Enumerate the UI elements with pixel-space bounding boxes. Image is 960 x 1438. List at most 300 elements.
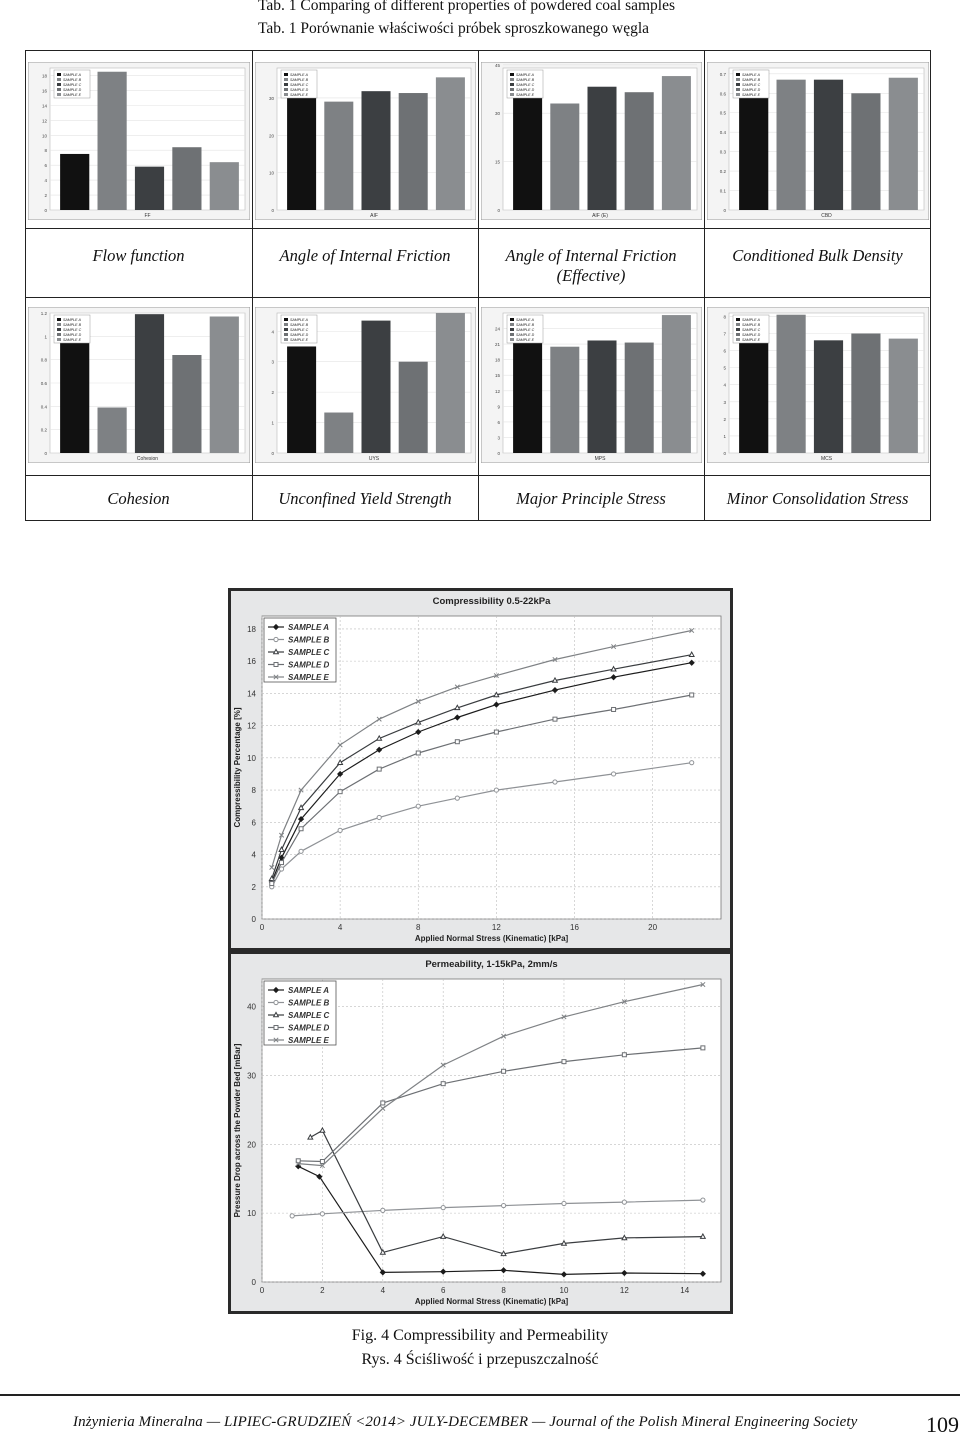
legend-label: SAMPLE C <box>288 648 330 657</box>
y-tick-label: 0 <box>251 915 256 924</box>
caption-conditioned-bulk-density: Conditioned Bulk Density <box>732 246 903 265</box>
y-tick-label: 8 <box>251 786 256 796</box>
y-tick-label: 0.4 <box>719 130 726 136</box>
legend-swatch <box>736 78 740 81</box>
y-tick-label: 9 <box>497 404 500 410</box>
y-tick-label: 6 <box>44 163 47 169</box>
y-tick-label: 4 <box>723 382 726 388</box>
legend-label: SAMPLE B <box>516 323 534 327</box>
y-tick-label: 0 <box>497 208 500 213</box>
point-marker <box>320 1212 324 1216</box>
bar-sample-e <box>889 339 918 453</box>
y-tick-label: 10 <box>247 753 256 763</box>
legend-label: SAMPLE A <box>290 73 308 77</box>
legend-label: SAMPLE D <box>290 88 309 92</box>
bar-sample-e <box>210 162 239 210</box>
y-tick-label: 6 <box>723 348 726 354</box>
legend-label: SAMPLE C <box>63 83 82 87</box>
y-tick-label: 0.6 <box>719 91 726 97</box>
point-marker <box>611 772 615 776</box>
point-marker <box>338 828 342 832</box>
y-tick-label: 1 <box>44 334 47 340</box>
legend-label: SAMPLE D <box>742 88 761 92</box>
point-marker <box>416 751 420 755</box>
point-marker <box>494 730 498 734</box>
x-tick-label: 12 <box>491 923 501 932</box>
footer-journal: Inżynieria Mineralna — LIPIEC-GRUDZIEŃ <2014> JULY-DECEMBER — Journal of the Polish Mineral Engineering Society <box>73 1414 858 1430</box>
point-marker <box>377 767 381 771</box>
caption-flow-function: Flow function <box>92 246 185 265</box>
footer-rule <box>0 1394 960 1396</box>
y-tick-label: 30 <box>494 111 500 117</box>
caption-minor-consolidation-stress: Minor Consolidation Stress <box>726 489 909 508</box>
y-tick-label: 10 <box>268 170 274 176</box>
y-tick-label: 4 <box>271 329 274 335</box>
bar-sample-a <box>513 84 542 210</box>
legend-label: SAMPLE C <box>63 328 82 332</box>
y-tick-label: 3 <box>271 359 274 365</box>
legend-label: SAMPLE E <box>288 673 329 682</box>
point-marker <box>299 849 303 853</box>
legend-swatch <box>736 93 740 96</box>
bar-sample-b <box>98 72 127 210</box>
y-tick-label: 0.2 <box>719 169 726 175</box>
legend-label: SAMPLE E <box>742 338 760 342</box>
legend-label: SAMPLE E <box>63 93 81 97</box>
legend-label: SAMPLE A <box>288 623 330 632</box>
bar-sample-c <box>135 167 164 210</box>
point-marker <box>553 780 557 784</box>
x-axis-label: MPS <box>594 456 606 462</box>
bar-chart-3 <box>481 62 702 220</box>
y-tick-label: 18 <box>494 357 500 363</box>
point-marker <box>274 663 278 667</box>
legend-swatch <box>510 323 514 326</box>
bar-sample-b <box>777 315 806 453</box>
legend-swatch <box>284 93 288 96</box>
y-tick-label: 16 <box>41 88 47 94</box>
legend-swatch <box>510 333 514 336</box>
bar-chart-2 <box>255 62 476 220</box>
point-marker <box>441 1082 445 1086</box>
caption-angle-internal-friction: Angle of Internal Friction <box>279 246 451 265</box>
legend-swatch <box>284 88 288 91</box>
y-tick-label: 0.1 <box>719 188 726 194</box>
y-tick-label: 20 <box>268 133 274 139</box>
y-tick-label: 1 <box>271 420 274 426</box>
bar-sample-b <box>324 413 353 453</box>
chart-title: Permeability, 1-15kPa, 2mm/s <box>425 959 558 970</box>
point-marker <box>290 1214 294 1218</box>
y-tick-label: 10 <box>41 133 47 139</box>
point-marker <box>270 882 274 886</box>
legend-label: SAMPLE B <box>742 323 760 327</box>
point-marker <box>455 740 459 744</box>
legend-label: SAMPLE D <box>288 660 330 670</box>
bar-sample-b <box>324 102 353 210</box>
bar-sample-a <box>739 340 768 453</box>
y-tick-label: 3 <box>497 435 500 441</box>
y-tick-label: 1 <box>723 433 726 439</box>
x-axis-label: AIF <box>370 213 378 219</box>
x-tick-label: 12 <box>619 1286 629 1295</box>
point-marker <box>553 717 557 721</box>
bar-sample-a <box>60 342 89 453</box>
legend-label: SAMPLE B <box>516 78 534 82</box>
legend-label: SAMPLE E <box>290 93 308 97</box>
chart-legend <box>507 70 543 98</box>
legend-swatch <box>284 73 288 76</box>
legend-swatch <box>57 78 61 81</box>
chart-legend <box>281 70 317 98</box>
legend-label: SAMPLE E <box>516 338 534 342</box>
caption-unconfined-yield-strength: Unconfined Yield Strength <box>278 489 452 508</box>
legend-swatch <box>736 83 740 86</box>
x-axis-label: CBD <box>821 213 832 219</box>
bar-sample-c <box>814 80 843 210</box>
bar-sample-c <box>587 340 616 453</box>
point-marker <box>455 796 459 800</box>
legend-swatch <box>510 88 514 91</box>
y-tick-label: 0 <box>251 1278 256 1287</box>
point-marker <box>701 1198 705 1202</box>
x-tick-label: 16 <box>570 923 579 932</box>
legend-label: SAMPLE E <box>288 1036 329 1045</box>
point-marker <box>279 867 283 871</box>
x-axis-label: FF <box>144 213 151 219</box>
bar-chart-4 <box>707 62 929 220</box>
y-tick-label: 2 <box>271 390 274 396</box>
legend-swatch <box>57 83 61 86</box>
x-axis-label: MCS <box>820 456 833 462</box>
y-tick-label: 10 <box>247 1209 256 1219</box>
legend-label: SAMPLE B <box>288 998 330 1008</box>
legend-swatch <box>284 333 288 336</box>
legend-label: SAMPLE A <box>288 986 330 995</box>
point-marker <box>441 1206 445 1210</box>
legend-label: SAMPLE D <box>63 88 82 92</box>
y-tick-label: 30 <box>268 95 274 101</box>
legend-swatch <box>736 323 740 326</box>
legend-label: SAMPLE A <box>516 318 534 322</box>
x-tick-label: 2 <box>320 1286 325 1295</box>
x-axis-label: AIF (E) <box>592 213 608 219</box>
y-tick-label: 0 <box>723 451 726 456</box>
x-tick-label: 8 <box>416 923 421 932</box>
bar-sample-d <box>172 147 201 210</box>
x-tick-label: 14 <box>680 1286 690 1295</box>
point-marker <box>502 1069 506 1073</box>
bar-sample-b <box>550 347 579 453</box>
y-tick-label: 6 <box>497 419 500 425</box>
y-tick-label: 0.2 <box>40 427 47 433</box>
legend-swatch <box>284 328 288 331</box>
point-marker <box>381 1101 385 1105</box>
legend-swatch <box>57 328 61 331</box>
y-tick-label: 20 <box>247 1140 256 1150</box>
caption-angle-internal-friction-effective: Angle of Internal Friction (Effective) <box>505 246 677 285</box>
legend-swatch <box>57 73 61 76</box>
point-marker <box>377 815 381 819</box>
legend-swatch <box>736 328 740 331</box>
point-marker <box>338 790 342 794</box>
y-tick-label: 0.7 <box>719 71 726 77</box>
legend-swatch <box>57 338 61 341</box>
chart-legend <box>264 618 336 682</box>
legend-swatch <box>510 93 514 96</box>
y-tick-label: 15 <box>494 159 500 165</box>
table-title-pl: Tab. 1 Porównanie właściwości próbek sproszkowanego węgla <box>258 20 650 37</box>
point-marker <box>612 707 616 711</box>
bar-sample-c <box>814 340 843 453</box>
y-tick-label: 24 <box>494 326 500 332</box>
x-tick-label: 0 <box>259 1286 265 1295</box>
y-tick-label: 0 <box>271 208 274 213</box>
bar-sample-d <box>625 92 654 210</box>
point-marker <box>274 1026 278 1030</box>
y-tick-label: 0 <box>271 451 274 456</box>
legend-swatch <box>284 323 288 326</box>
bar-chart-6 <box>255 307 476 463</box>
legend-swatch <box>736 88 740 91</box>
chart-title: Compressibility 0.5-22kPa <box>432 596 551 607</box>
y-tick-label: 5 <box>723 365 726 371</box>
point-marker <box>280 861 284 865</box>
point-marker <box>416 804 420 808</box>
y-tick-label: 4 <box>251 850 256 860</box>
y-tick-label: 0.8 <box>40 357 47 363</box>
point-marker <box>622 1053 626 1057</box>
legend-swatch <box>736 318 740 321</box>
legend-label: SAMPLE E <box>63 338 81 342</box>
permeability-chart <box>228 951 733 1314</box>
legend-swatch <box>736 73 740 76</box>
legend-label: SAMPLE B <box>63 78 81 82</box>
legend-label: SAMPLE B <box>290 78 308 82</box>
legend-label: SAMPLE C <box>288 1011 330 1020</box>
bar-sample-b <box>550 104 579 211</box>
bar-sample-a <box>287 346 316 453</box>
y-tick-label: 3 <box>723 399 726 405</box>
y-tick-label: 2 <box>723 416 726 422</box>
bar-sample-c <box>587 87 616 210</box>
y-tick-label: 0.4 <box>40 404 47 410</box>
figure-caption-pl: Rys. 4 Ściśliwość i przepuszczalność <box>361 1351 599 1368</box>
point-marker <box>701 1046 705 1050</box>
compressibility-chart <box>228 588 733 951</box>
legend-label: SAMPLE A <box>742 318 760 322</box>
bar-sample-d <box>399 362 428 453</box>
legend-label: SAMPLE C <box>742 83 761 87</box>
legend-label: SAMPLE C <box>516 83 535 87</box>
legend-label: SAMPLE A <box>63 318 81 322</box>
bar-chart-8 <box>707 307 929 463</box>
y-tick-label: 12 <box>247 721 256 731</box>
legend-swatch <box>57 323 61 326</box>
y-tick-label: 0 <box>44 208 47 213</box>
y-axis-label: Compressibility Percentage [%] <box>233 707 242 828</box>
y-tick-label: 2 <box>44 193 47 199</box>
bar-sample-e <box>436 313 465 453</box>
bar-sample-e <box>210 317 239 454</box>
point-marker <box>562 1060 566 1064</box>
y-tick-label: 8 <box>44 148 47 154</box>
legend-label: SAMPLE D <box>742 333 761 337</box>
point-marker <box>501 1203 505 1207</box>
chart-legend <box>281 315 317 343</box>
legend-swatch <box>510 83 514 86</box>
y-tick-label: 0 <box>723 208 726 213</box>
bar-sample-d <box>172 355 201 453</box>
x-tick-label: 8 <box>501 1286 506 1295</box>
legend-label: SAMPLE C <box>290 328 309 332</box>
y-tick-label: 0 <box>44 451 47 456</box>
legend-label: SAMPLE E <box>742 93 760 97</box>
x-axis-label: UYS <box>368 456 380 462</box>
point-marker <box>690 693 694 697</box>
legend-label: SAMPLE A <box>290 318 308 322</box>
legend-label: SAMPLE C <box>290 83 309 87</box>
y-tick-label: 7 <box>723 331 726 337</box>
legend-swatch <box>284 78 288 81</box>
legend-swatch <box>736 338 740 341</box>
bar-chart-1 <box>28 62 250 220</box>
chart-legend <box>54 315 90 343</box>
y-tick-label: 8 <box>723 314 726 320</box>
point-marker <box>562 1201 566 1205</box>
y-tick-label: 0.6 <box>40 381 47 386</box>
bar-sample-c <box>361 91 390 210</box>
y-tick-label: 0.3 <box>719 149 726 155</box>
legend-label: SAMPLE C <box>742 328 761 332</box>
chart-legend <box>264 981 336 1045</box>
legend-label: SAMPLE A <box>516 73 534 77</box>
legend-label: SAMPLE B <box>288 635 330 645</box>
bar-sample-e <box>889 78 918 210</box>
y-tick-label: 21 <box>494 342 500 348</box>
y-tick-label: 0 <box>497 451 500 456</box>
x-tick-label: 4 <box>380 1286 386 1295</box>
x-axis-label: Applied Normal Stress (Kinematic) [kPa] <box>414 1297 569 1306</box>
x-tick-label: 6 <box>440 1286 446 1295</box>
legend-swatch <box>510 78 514 81</box>
legend-label: SAMPLE C <box>516 328 535 332</box>
y-tick-label: 18 <box>247 624 256 634</box>
legend-swatch <box>57 333 61 336</box>
y-axis-label: Pressure Drop across the Powder Bed [mBar] <box>233 1043 242 1218</box>
chart-legend <box>733 70 769 98</box>
y-tick-label: 45 <box>494 62 500 68</box>
bar-sample-d <box>851 93 880 210</box>
y-tick-label: 14 <box>247 689 256 699</box>
table-title-en: Tab. 1 Comparing of different properties of powdered coal samples <box>258 0 676 14</box>
x-tick-label: 0 <box>259 923 265 932</box>
y-tick-label: 1.2 <box>40 311 47 316</box>
point-marker <box>381 1208 385 1212</box>
legend-swatch <box>57 88 61 91</box>
bar-sample-e <box>662 315 691 453</box>
bar-sample-d <box>625 343 654 453</box>
caption-major-principle-stress: Major Principle Stress <box>516 489 666 508</box>
y-tick-label: 18 <box>41 73 47 79</box>
x-tick-label: 20 <box>648 923 658 932</box>
chart-legend <box>733 315 769 343</box>
legend-swatch <box>57 318 61 321</box>
bar-sample-c <box>361 321 390 453</box>
x-axis-label: Cohesion <box>136 456 159 462</box>
chart-legend <box>54 70 90 98</box>
y-tick-label: 12 <box>41 118 47 124</box>
x-tick-label: 4 <box>337 923 343 932</box>
legend-swatch <box>284 338 288 341</box>
bar-sample-a <box>287 87 316 210</box>
y-tick-label: 14 <box>41 103 47 109</box>
legend-label: SAMPLE A <box>63 73 81 77</box>
point-marker <box>320 1159 324 1163</box>
legend-swatch <box>57 93 61 96</box>
legend-label: SAMPLE D <box>288 1023 330 1033</box>
bar-sample-b <box>98 408 127 454</box>
bar-sample-a <box>60 154 89 210</box>
bar-sample-d <box>399 93 428 210</box>
legend-swatch <box>510 338 514 341</box>
legend-label: SAMPLE E <box>290 338 308 342</box>
chart-legend <box>507 315 543 343</box>
point-marker <box>274 1000 278 1004</box>
y-tick-label: 30 <box>247 1071 256 1081</box>
point-marker <box>274 637 278 641</box>
bar-chart-5 <box>28 307 250 463</box>
legend-swatch <box>510 73 514 76</box>
legend-swatch <box>736 333 740 336</box>
y-tick-label: 15 <box>494 373 500 379</box>
y-tick-label: 0.5 <box>719 110 726 116</box>
point-marker <box>622 1200 626 1204</box>
legend-label: SAMPLE B <box>63 323 81 327</box>
bar-sample-b <box>777 80 806 210</box>
x-axis-label: Applied Normal Stress (Kinematic) [kPa] <box>414 934 569 943</box>
y-tick-label: 40 <box>247 1002 256 1012</box>
bar-sample-d <box>851 333 880 453</box>
page-number: 109 <box>926 1412 959 1437</box>
legend-label: SAMPLE B <box>742 78 760 82</box>
legend-label: SAMPLE D <box>516 333 535 337</box>
legend-swatch <box>510 328 514 331</box>
bar-sample-c <box>135 314 164 453</box>
bar-sample-e <box>436 77 465 210</box>
legend-label: SAMPLE D <box>290 333 309 337</box>
legend-label: SAMPLE E <box>516 93 534 97</box>
point-marker <box>299 827 303 831</box>
legend-swatch <box>284 83 288 86</box>
x-tick-label: 10 <box>559 1286 569 1295</box>
bar-sample-a <box>513 337 542 453</box>
figure-caption-en: Fig. 4 Compressibility and Permeability <box>351 1327 609 1344</box>
legend-label: SAMPLE D <box>63 333 82 337</box>
y-tick-label: 16 <box>247 657 256 667</box>
legend-label: SAMPLE B <box>290 323 308 327</box>
caption-cohesion: Cohesion <box>107 489 170 508</box>
legend-label: SAMPLE A <box>742 73 760 77</box>
point-marker <box>690 761 694 765</box>
legend-swatch <box>510 318 514 321</box>
y-tick-label: 2 <box>251 882 256 892</box>
y-tick-label: 6 <box>251 818 256 828</box>
y-tick-label: 12 <box>494 388 500 394</box>
legend-swatch <box>284 318 288 321</box>
point-marker <box>494 788 498 792</box>
y-tick-label: 4 <box>44 178 47 184</box>
